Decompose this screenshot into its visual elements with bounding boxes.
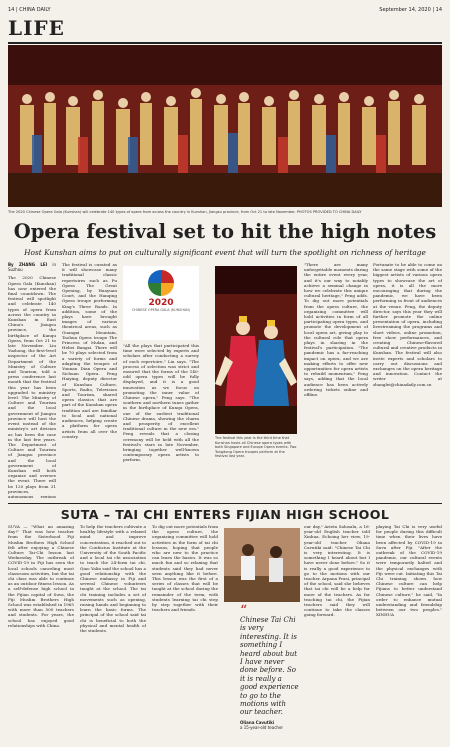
story2-column-3: To dig out more potentials from the opera culture, the organizing committee will hold activities in the form of tai chi lessons, hoping that people who are new to the practice can learn the basics. It was so much fun and so relaxing that students said they had never seen anything like it before. This lesson was the first of a series of classes that will be taught at the school during the remainder of the term, with students learning tai chi step by step together with their teachers and friends. xyxy=(152,524,218,613)
poster-year: 2020 xyxy=(148,298,174,308)
story2-column-2: To help the teachers cultivate a healthy lifestyle with a relaxed mind and improve concentration, it reached out to the Confucius Institute at the University of the South Pacific and a local tai chi association to teach the 24-form tai chi. Qiao Yalin said the school has a good relationship with the Chinese embassy in Fiji and several Chinese volunteers taught at the school. The tai chi training includes a set of movements such as opening, raising hands and beginning to learn the basic forms. The principal of the school said tai chi is beneficial to both the physical and mental health of the students. xyxy=(80,524,146,634)
pull-quote xyxy=(240,603,300,730)
opera-performance-photo xyxy=(215,266,297,434)
hero-photo xyxy=(8,45,442,207)
story2-headline: SUTA – TAI CHI ENTERS FIJIAN HIGH SCHOOL xyxy=(60,507,390,522)
quote-text: Chinese Tai Chi is very interesting. It is something I heard about but I have never done before. So it is really a good experience to go to the motions with our teacher. xyxy=(240,616,299,717)
masthead xyxy=(8,5,442,15)
deck: Host Kunshan aims to put on culturally significant event that will turn the spotlight on richness of heritage xyxy=(24,248,426,257)
hero-caption: The 2020 Chinese Opera Gala (Kunshan) will celebrate 140 types of opera from across the country in Kunshan, Jiangsu province, from Oct 21 to late November. PHOTOS PROVIDED TO CHINA DAILY xyxy=(8,210,362,214)
article-column-1: By ZHANG LEI in Suzhou The 2020 Chinese Opera Gala (Kunshan) has now entered the final countdown. The festival will spotlight and celebrate 140 types of opera from across the country in Kunshan in East China's Jiangsu province, the birthplace of Kunqu Opera, from Oct 21 to late November. Liu Yuzhong, the first-level inspector of the Art Department of the Ministry of Culture and Tourism, told a press conference last month that the festival this year has been upgraded to ministry level. The Ministry of Culture and Tourism and the local government of Jiangsu province will host the event instead of the ministry's art division as has been the case in the last few years. The Department of Culture and Tourism of Jiangsu province and the local government of Kunshan will both organize and oversee the event. There will be 120 plays from 31 provinces, autonomous regions xyxy=(8,262,56,498)
section-rule xyxy=(8,42,442,44)
quote-mark-icon: “ xyxy=(240,603,248,619)
performance-caption: The festival this year is the third time that Kunshan hosts all Chinese opera types with both Singapore and Europe Opera events. Two Tongdong Opera troupes perform at the festival last year. xyxy=(215,436,297,459)
article-column-2: The festival is curated as it will showcase many traditional classic repertoires such as Pu Opera The Great Opening, by Huayuan Court, and the Hanqing Opera troupe performing King's Three Roads. In addition, some of the plays have brought images of various theatrical areas, such as Guangxi Mountain, Taohua Opera troupe The Princess of Mulan, and Hebei Bangzi. There will be 70 plays selected from a variety of forms and adapting the troupes of Yunnan Dian Opera and Sichuan Opera. Peng Haiying, deputy director of Kunshan Culture, Sports, Radio, Television and Tourism, shared opera classics that are part of the Kunshan opera tradition and are familiar to local and national audiences, helping create a platform for opera artists from all over the country. xyxy=(62,262,117,439)
quote-attribution: Oliana Cavutiki a 15-year-old teacher xyxy=(240,719,284,730)
story-divider xyxy=(8,503,442,504)
tai-chi-photo xyxy=(224,528,300,602)
article-column-4: "There are many unforgettable moments during the entire event every year, and it's our way to notably achieve a seminal change in how we celebrate this unique cultural heritage," Peng adds. To dig out more potentials from the opera culture, the organizing committee will hold activities in form of all participating opera types, and promote the development of local opera art, giving play to the cultural role that opera plays in sharing in the festival's participation. "The pandemic has a far-reaching impact on opera, and we are making efforts to offer new opportunities for opera artists to rebuild momentum," Peng says, adding that the local audience has been actively ordering tickets online and offline. xyxy=(304,262,368,398)
page-folio: 14 | CHINA DAILY xyxy=(8,7,51,13)
section-title: LIFE xyxy=(8,16,65,40)
byline: By ZHANG LEI in Suzhou xyxy=(8,262,56,273)
page-date: September 14, 2020 | 14 xyxy=(379,7,442,13)
festival-logo-icon xyxy=(148,270,174,296)
article-column-6: Fortunate to be able to come on the same stage with some of the biggest artists of various opera types to showcase the art of opera, it is all the more encouraging that during the pandemic, we have been performing in front of audiences at the venue. Feng, the deputy director, says this year they will further promote the online presentation of opera, including livestreaming the programs and short videos, online promotion, free show performances, and creating Chinese-flavored cultural and creative products in Kunshan. The festival will also invite experts and scholars to carry out discussions and exchanges on the opera heritage and innovation. Contact the writer at zhanglei@chinadaily.com.cn xyxy=(373,262,442,387)
story2-column-6: playing Tai Chi is very useful for people during this difficult time when their lives have been affected by COVID-19 in Suva after Fiji. "After the outbreak of the COVID-19 pandemic, our cultural events were temporarily halted and the physical exchanges with Fiji were cut. Initiating this Tai Chi training shows how Chinese culture can help Fijians to better understand Chinese culture," he said, "In order to enhance mutual understanding and friendship between our two peoples." XINHUA xyxy=(376,524,442,618)
story2-column-5: our day," Arieta Salusalu, a 16-year-old English teacher told Xinhua. Echoing her view, 19-year-old teacher Oliana Cavutiki said: "Chinese Tai Chi is very interesting. It is something I heard about but I have never done before." So it is really a good experience to go to the motions with our teacher. Arpana Prasi, principal of the school, said she believes that tai chi will be a help for more of the teachers. As for teaching tai chi, the Fijian teachers said they will continue to take the classes going forward. xyxy=(304,524,370,618)
headline: Opera festival set to hit the high notes xyxy=(13,220,437,243)
article-column-3: "All the plays that participated this time were selected by experts and scholars after conducting a survey of each repertoire," Liu says. "The process of selection was strict and ensured that the forms of the 140-odd opera types will be fully displayed, and it is a good innovation as we focus on promoting the inner value of Chinese opera," Peng says. "The southern and northern tunes gather in the birthplace of Kunqu Opera, one of the earliest traditional Chinese drama, showing the charm and prosperity of excellent traditional culture in the new era." Peng reveals that a closing ceremony will be held with all the festival's stars in late November, bringing together well-known contemporary opera artists to perform. xyxy=(123,343,199,463)
festival-poster xyxy=(123,266,199,340)
story2-column-1: SUVA — "What an amazing day!" That was how teacher from the Sisterhood Fiji Muslim Brothers High School felt after enjoying a Chinese Culture Tai-Chi lesson last Wednesday. The outbreak of COVID-19 in Fiji has seen the local schools canceling most classroom activities, but the tai chi class was able to continue as an outdoor fitness lesson. As a self-defense high school in the Fijian capital of Suva, the Fiji Muslim Brothers High School was established in 1965 with more than 500 teachers and students. For years, the school has enjoyed good relationships with China. xyxy=(8,524,74,628)
poster-subtitle: CHINESE OPERA GALA (KUNSHAN) xyxy=(131,308,191,312)
